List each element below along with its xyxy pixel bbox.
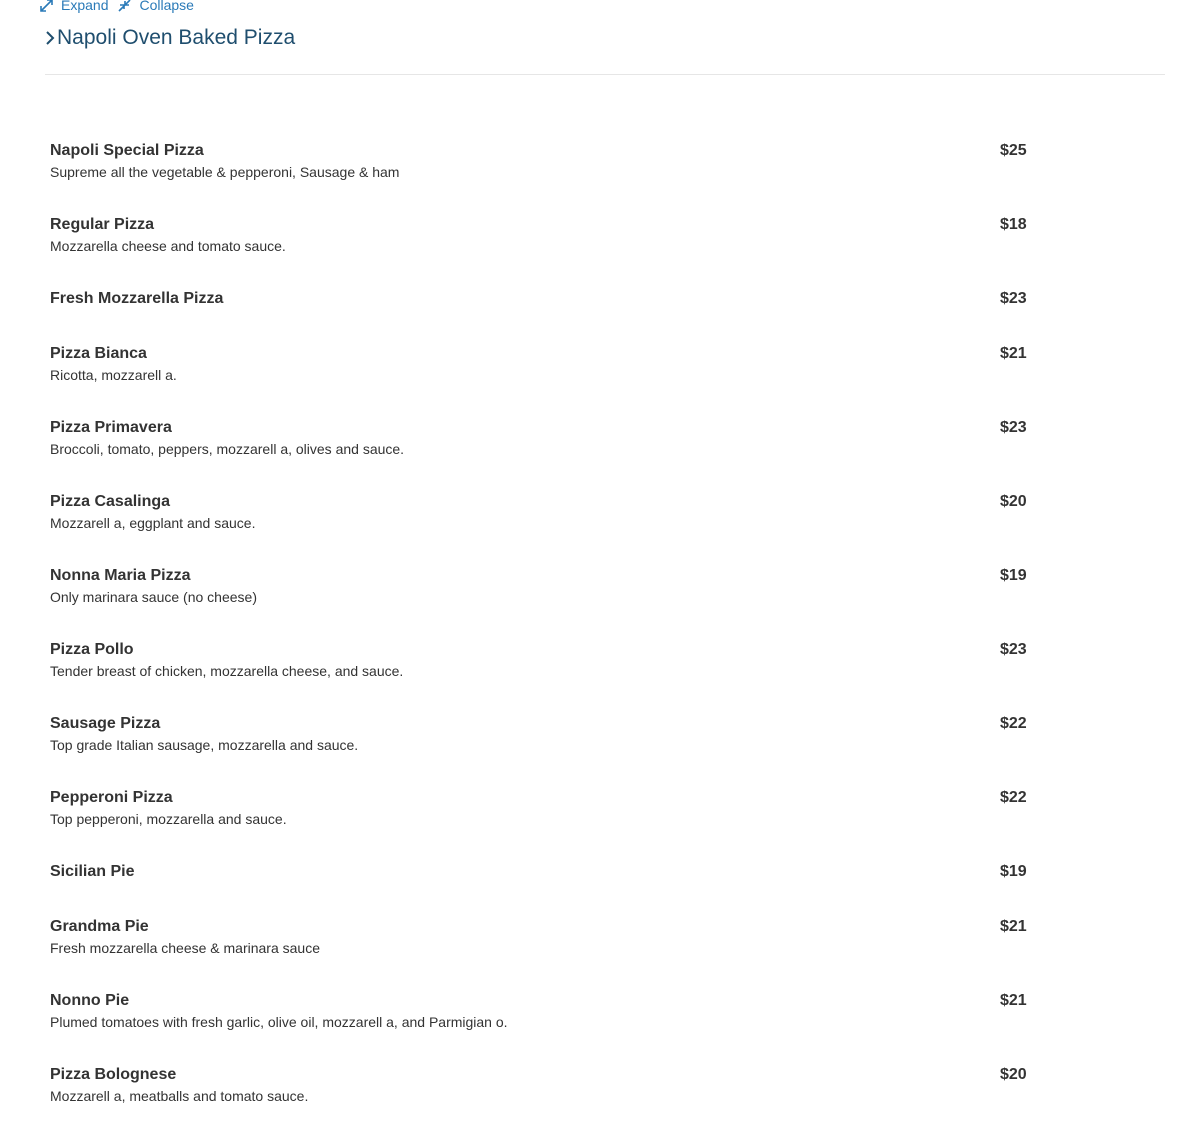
collapse-all-button[interactable]: [118, 0, 193, 13]
menu-item-name: Regular Pizza: [50, 216, 155, 233]
menu-item-name: Sausage Pizza: [50, 715, 161, 732]
menu-item-price: $21: [1000, 918, 1027, 935]
menu-item-name: Pizza Bianca: [50, 345, 147, 362]
menu-item-price: $23: [1000, 290, 1027, 307]
menu-item-price: $20: [1000, 493, 1027, 510]
menu-item: [50, 566, 1050, 640]
menu-item-name: Pizza Pollo: [50, 641, 134, 658]
menu-item: [50, 991, 1050, 1065]
menu-item-name: Sicilian Pie: [50, 863, 135, 880]
expand-label: Expand: [61, 0, 109, 13]
menu-item-description: Ricotta, mozzarell a.: [50, 367, 177, 383]
section-title: Napoli Oven Baked Pizza: [57, 26, 296, 49]
menu-item: [50, 289, 1050, 344]
menu-item: [50, 141, 1050, 215]
menu-item: [50, 788, 1050, 862]
menu-item: [50, 344, 1050, 418]
chevron-right-icon: [44, 30, 55, 46]
menu-item-name: Fresh Mozzarella Pizza: [50, 290, 224, 307]
menu-item-name: Napoli Special Pizza: [50, 142, 204, 159]
menu-item: [50, 492, 1050, 566]
menu-item-description: Mozzarella cheese and tomato sauce.: [50, 238, 286, 254]
menu-item-description: Top pepperoni, mozzarella and sauce.: [50, 811, 287, 827]
menu-item-description: Top grade Italian sausage, mozzarella and sauce.: [50, 737, 359, 753]
menu-item-price: $22: [1000, 789, 1027, 806]
menu-item: [50, 418, 1050, 492]
menu-item: [50, 640, 1050, 714]
menu-item-name: Pizza Casalinga: [50, 493, 171, 510]
menu-item: [50, 917, 1050, 991]
menu-item-price: $23: [1000, 641, 1027, 658]
menu-item-name: Nonno Pie: [50, 992, 130, 1009]
expand-all-button[interactable]: [40, 0, 108, 13]
menu-item-description: Supreme all the vegetable & pepperoni, Sausage & ham: [50, 164, 400, 180]
menu-item-price: $25: [1000, 142, 1027, 159]
menu-item-description: Plumed tomatoes with fresh garlic, olive oil, mozzarell a, and Parmigian o.: [50, 1014, 508, 1030]
expand-collapse-toolbar: [40, 0, 204, 14]
menu-item: [50, 862, 1050, 917]
menu-item-name: Pizza Bolognese: [50, 1066, 177, 1083]
collapse-icon: [118, 0, 131, 12]
menu-item-description: Broccoli, tomato, peppers, mozzarell a, olives and sauce.: [50, 441, 405, 457]
menu-item-description: Fresh mozzarella cheese & marinara sauce: [50, 940, 321, 956]
menu-item-price: $21: [1000, 345, 1027, 362]
menu-item-name: Nonna Maria Pizza: [50, 567, 191, 584]
menu-item-price: $19: [1000, 863, 1027, 880]
menu-item-price: $18: [1000, 216, 1027, 233]
expand-icon: [40, 0, 53, 12]
menu-item-name: Pepperoni Pizza: [50, 789, 173, 806]
menu-item-name: Grandma Pie: [50, 918, 149, 935]
menu-item-description: Tender breast of chicken, mozzarella cheese, and sauce.: [50, 663, 404, 679]
menu-item-name: Pizza Primavera: [50, 419, 172, 436]
menu-item-price: $19: [1000, 567, 1027, 584]
collapse-label: Collapse: [139, 0, 194, 13]
menu-item-price: $21: [1000, 992, 1027, 1009]
menu-item: [50, 714, 1050, 788]
menu-item-description: Mozzarell a, meatballs and tomato sauce.: [50, 1088, 309, 1104]
menu-item-description: Only marinara sauce (no cheese): [50, 589, 257, 605]
section-divider: [45, 74, 1165, 75]
section-toggle-napoli-oven-baked-pizza[interactable]: [44, 26, 295, 50]
menu-item: [50, 1065, 1050, 1139]
menu-item-price: $20: [1000, 1066, 1027, 1083]
menu-item: [50, 215, 1050, 289]
menu-item-price: $23: [1000, 419, 1027, 436]
menu-item-price: $22: [1000, 715, 1027, 732]
menu-item-list: [50, 141, 1050, 1139]
menu-item-description: Mozzarell a, eggplant and sauce.: [50, 515, 256, 531]
